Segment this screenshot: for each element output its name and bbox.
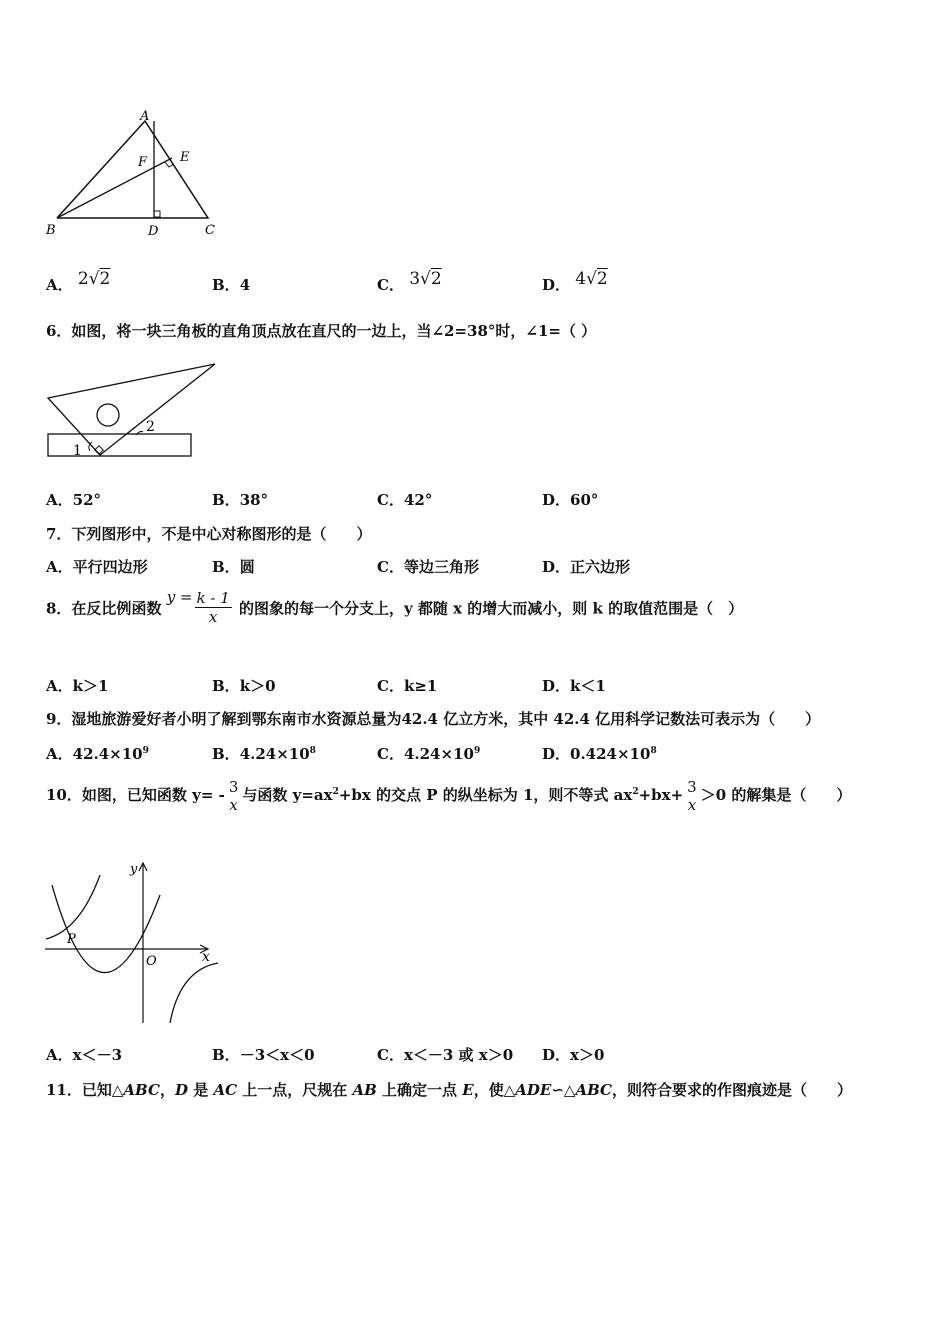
q5-option-c-coef: 3 bbox=[409, 269, 421, 289]
q7-option-b[interactable]: B．圆 bbox=[212, 558, 255, 576]
q10-label-p: P bbox=[67, 932, 76, 947]
q5-label-a: A bbox=[140, 109, 150, 124]
q10-hyperbola-left-branch bbox=[46, 875, 100, 939]
q5-triangle-figure bbox=[40, 108, 230, 243]
q10-option-c[interactable]: C．x＜－3 或 x＞0 bbox=[377, 1046, 514, 1064]
q6-option-c[interactable]: C．42° bbox=[377, 491, 433, 509]
q9-option-b[interactable]: B．$4.24\times 10^8$ bbox=[212, 745, 316, 763]
q6-ruler-triangle-figure bbox=[40, 358, 225, 463]
q5-label-c: C bbox=[205, 223, 215, 238]
q7-option-a[interactable]: A．平行四边形 bbox=[46, 558, 148, 576]
q7-option-d[interactable]: D．正六边形 bbox=[542, 558, 631, 576]
q5-label-d: D bbox=[148, 224, 159, 239]
q10-label-o: O bbox=[146, 954, 157, 969]
q10-hyperbola-right-branch bbox=[170, 963, 218, 1023]
q8-option-a[interactable]: A．k＞1 bbox=[46, 677, 109, 695]
q10-label-x: x bbox=[202, 949, 210, 965]
q11-stem: 11．已知△ABC，D 是 AC 上一点，尺规在 AB 上确定一点 E，使△ADE∽△ABC，则符合要求的作图痕迹是（ ） bbox=[46, 1081, 853, 1099]
q9-stem: 9．湿地旅游爱好者小明了解到鄂东南市水资源总量为42.4 亿立方米，其中 42.4 亿用科学记数法可表示为（ ） bbox=[46, 710, 821, 728]
q5-option-d[interactable]: D． 4√2 bbox=[542, 269, 608, 294]
q6-option-d[interactable]: D．60° bbox=[542, 491, 599, 509]
q8-fraction: $\frac{k - 1}{x}$ bbox=[196, 589, 230, 626]
q5-option-d-coef: 4 bbox=[575, 269, 587, 289]
q5-label-e: E bbox=[180, 150, 190, 165]
q5-right-angle-d bbox=[154, 211, 160, 217]
q10-label-y: y bbox=[130, 862, 138, 877]
q5-option-b-value: 4 bbox=[239, 276, 251, 294]
q10-fraction-2: 3 x bbox=[687, 778, 697, 814]
q10-fraction-1: 3 x bbox=[228, 778, 239, 814]
q8-option-d[interactable]: D．k＜1 bbox=[542, 677, 606, 695]
q5-option-a-radicand: 2 bbox=[99, 269, 111, 289]
q8-option-c[interactable]: C．k≥1 bbox=[377, 677, 438, 695]
q9-option-a[interactable]: A．$42.4\times 10^9$ bbox=[46, 745, 149, 763]
q9-option-c[interactable]: C．$4.24\times 10^9$ bbox=[377, 745, 481, 763]
q8-option-b[interactable]: B．k＞0 bbox=[212, 677, 276, 695]
q6-option-a[interactable]: A．52° bbox=[46, 491, 102, 509]
q6-set-square-hole bbox=[97, 404, 119, 426]
q6-label-1: 1 bbox=[73, 443, 82, 459]
q5-option-c[interactable]: C． 3√2 bbox=[377, 269, 442, 294]
q5-label-b: B bbox=[46, 223, 56, 238]
q8-stem: 8．在反比例函数 y = $\frac{k - 1}{x}$ 的图象的每一个分支上，y 都随 x 的增大而减小，则 k 的取值范围是（ ） bbox=[46, 587, 744, 626]
q5-option-d-radicand: 2 bbox=[596, 269, 608, 289]
q6-label-2: 2 bbox=[146, 419, 155, 435]
q10-option-a[interactable]: A．x＜－3 bbox=[46, 1046, 123, 1064]
q6-set-square bbox=[48, 364, 215, 455]
q6-option-b[interactable]: B．38° bbox=[212, 491, 269, 509]
q5-line-be bbox=[57, 158, 172, 218]
q8-y-equals: y = bbox=[166, 587, 193, 606]
q7-option-c[interactable]: C．等边三角形 bbox=[377, 558, 479, 576]
q5-option-b[interactable]: B．4 bbox=[212, 276, 251, 294]
q10-option-b[interactable]: B．－3＜x＜0 bbox=[212, 1046, 315, 1064]
q5-option-a[interactable]: A． 2√2 bbox=[46, 269, 111, 294]
q5-option-c-radicand: 2 bbox=[430, 269, 442, 289]
q6-stem: 6．如图，将一块三角板的直角顶点放在直尺的一边上，当∠2=38°时，∠1=（ ） bbox=[46, 322, 597, 340]
q5-label-f: F bbox=[138, 155, 148, 170]
q10-option-d[interactable]: D．x＞0 bbox=[542, 1046, 605, 1064]
q6-ruler bbox=[48, 434, 191, 456]
q10-stem: 10．如图，已知函数 y= - 3 x 与函数 $y=ax^2+bx$ 的交点 P 的纵坐标为 1，则不等式 $ax^2+bx+$ 3 x ＞0 的解集是（ ） bbox=[46, 778, 852, 814]
q5-triangle-abc bbox=[57, 121, 208, 218]
q10-parabola bbox=[52, 885, 160, 973]
q9-option-d[interactable]: D．$0.424\times 10^8$ bbox=[542, 745, 657, 763]
q5-option-a-coef: 2 bbox=[77, 269, 89, 289]
q7-stem: 7．下列图形中，不是中心对称图形的是（ ） bbox=[46, 525, 372, 543]
q10-graph-figure bbox=[40, 855, 225, 1030]
